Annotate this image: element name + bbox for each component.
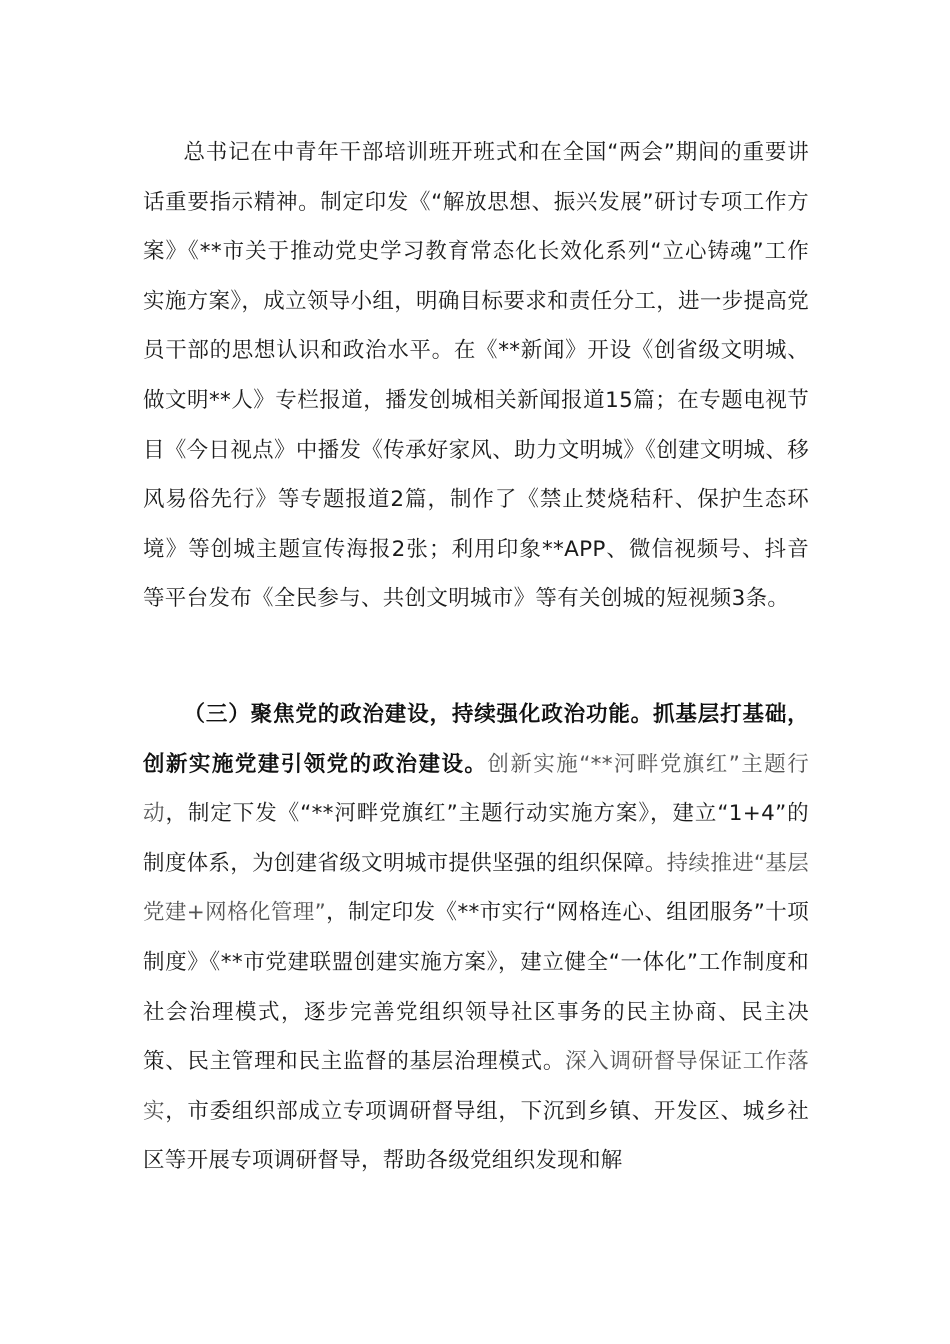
segment-1-lead: 创新实施“**河畔党旗红”主题行动 [143, 751, 809, 827]
segment-3-body: ，市委组织部成立专项调研督导组，下沉到乡镇、开发区、城乡社区等开展专项调研督导，帮助各级党组织发现和解 [143, 1098, 809, 1174]
segment-2-lead: 持续推进“基层党建+网格化管理” [143, 850, 809, 926]
segment-1-body: ，制定下发《“**河畔党旗红”主题行动实施方案》，建立“1+4”的制度体系，为创建省级文明城市提供坚强的组织保障。 [143, 801, 809, 876]
paragraph-1-text: 总书记在中青年干部培训班开班式和在全国“两会”期间的重要讲话重要指示精神。制定印发《“解放思想、振兴发展”研讨专项工作方案》《**市关于推动党史学习教育常态化长效化系列“立心铸魂”工作实施方案》，成立领导小组，明确目标要求和责任分工，进一步提高党员干部的思想认识和政治水平。在《**新闻》开设《创省级文明城、做文明**人》专栏报道，播发创城相关新闻报道15篇；在专题电视节目《今日视点》中播发《传承好家风、助力文明城》《创建文明城、移风易俗先行》等专题报道2篇，制作了《禁止焚烧秸秆、保护生态环境》等创城主题宣传海报2张；利用印象**APP、微信视频号、抖音等平台发布《全民参与、共创文明城市》等有关创城的短视频3条。 [143, 140, 809, 612]
segment-2-body: ，制定印发《**市实行“网格连心、组团服务”十项制度》《**市党建联盟创建实施方案》，建立健全“一体化”工作制度和社会治理模式，逐步完善党组织领导社区事务的民主协商、民主决策、民主管理和民主监督的基层治理模式。 [143, 900, 809, 1075]
segment-3-lead: 深入调研督导保证工作落实 [143, 1049, 809, 1124]
section-heading: （三）聚焦党的政治建设，持续强化政治功能。 [183, 702, 654, 727]
body-paragraph-1 [143, 128, 809, 624]
body-paragraph-2 [143, 690, 809, 1186]
section-subheading: 抓基层打基础，创新实施党建引领党的政治建设。 [143, 702, 809, 777]
